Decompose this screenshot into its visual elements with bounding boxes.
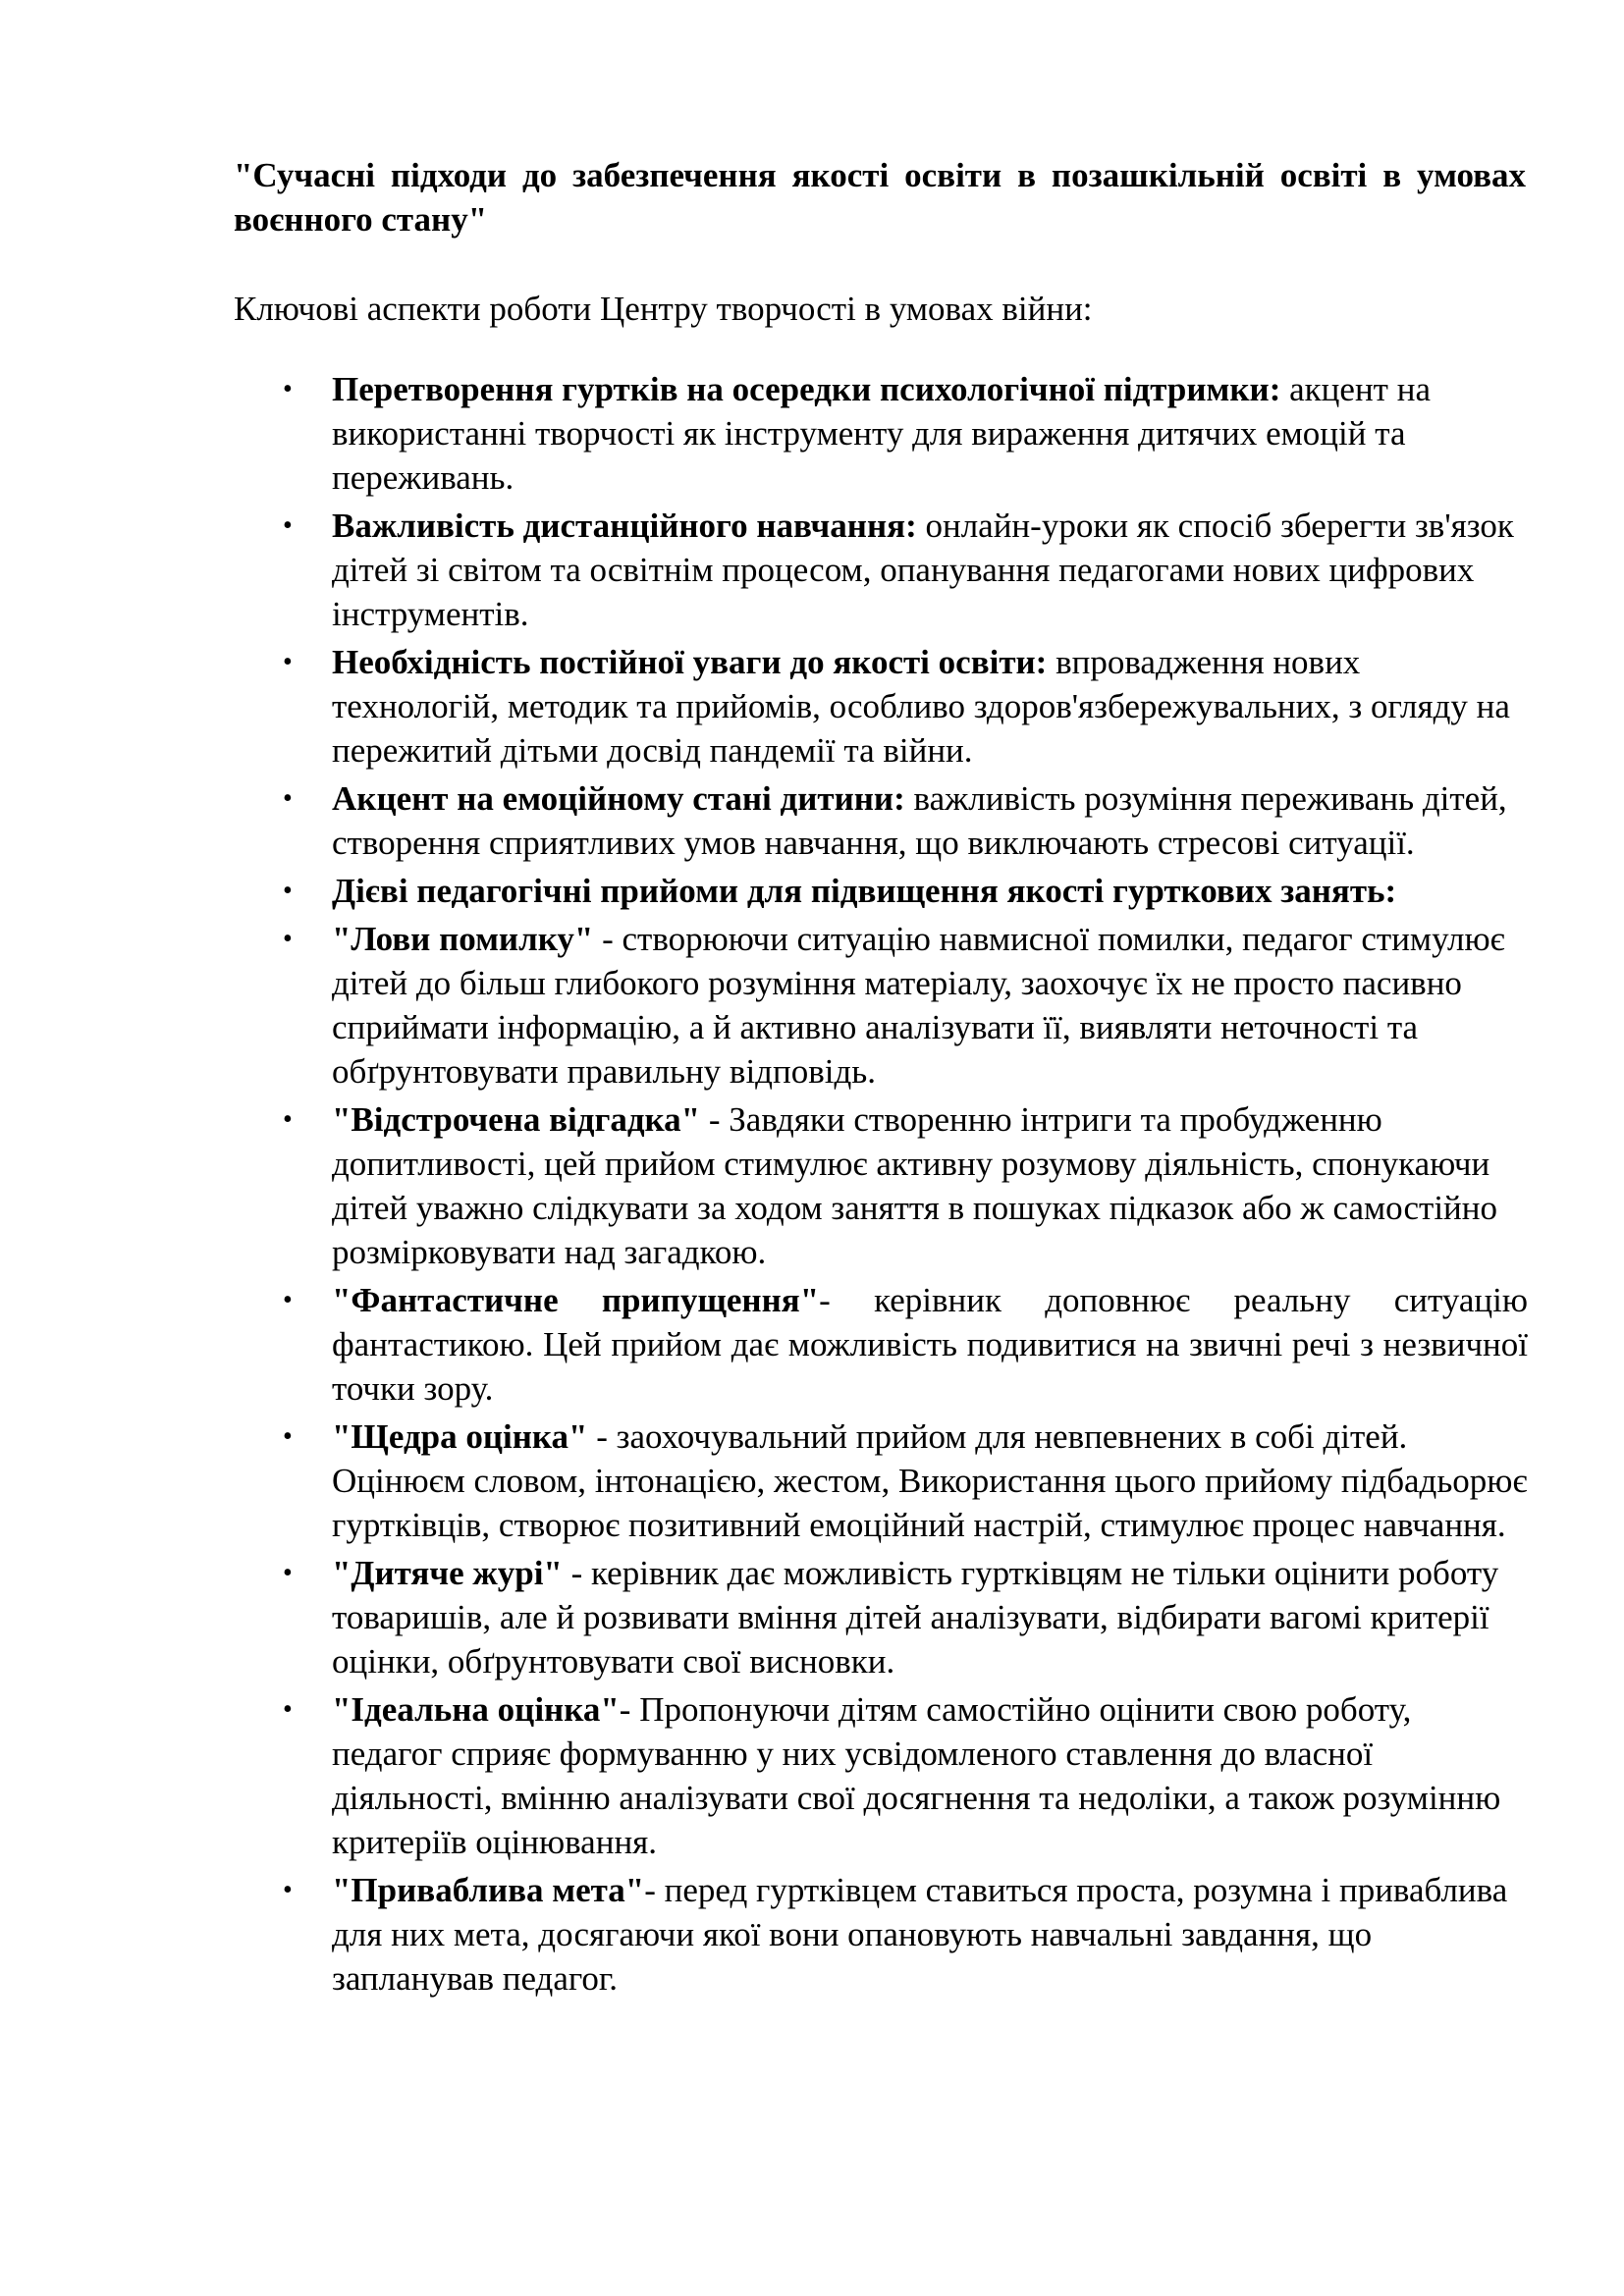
- list-item-term: Перетворення гуртків на осередки психологічної підтримки:: [332, 370, 1281, 408]
- list-item-term: "Ідеальна оцінка": [332, 1690, 620, 1729]
- list-item: [234, 776, 1528, 865]
- list-item: [234, 1687, 1528, 1864]
- list-item: [234, 1415, 1528, 1547]
- bullet-icon: •: [283, 510, 293, 541]
- list-item-text: онлайн-уроки як спосіб зберегти зв'язок дітей зі світом та освітнім процесом, опанування педагогами нових цифрових інструментів.: [332, 507, 1514, 633]
- list-item: [234, 1868, 1528, 2001]
- list-item: [234, 1278, 1528, 1411]
- list-item-text: - Завдяки створенню інтриги та пробудженню допитливості, цей прийом стимулює активну розумову діяльність, спонукаючи дітей уважно слідкувати за ходом заняття в пошуках підказок або ж самостійно розмірковувати над загадкою.: [332, 1100, 1498, 1271]
- list-item-term: "Фантастичне припущення": [332, 1281, 820, 1319]
- list-item-text: - Пропонуючи дітям самостійно оцінити свою роботу, педагог сприяє формуванню у них усвідомленого ставлення до власної діяльності, вмінню аналізувати свої досягнення та недоліки, а також розумінню критеріїв оцінювання.: [332, 1690, 1501, 1861]
- list-item: [234, 504, 1528, 636]
- list-item-term: "Лови помилку": [332, 920, 594, 958]
- list-item-text: - керівник доповнює реальну ситуацію фантастикою. Цей прийом дає можливість подивитися на звичні речі з незвичної точки зору.: [332, 1281, 1528, 1408]
- list-item: [234, 367, 1528, 500]
- bullet-icon: •: [283, 876, 293, 906]
- bullet-icon: •: [283, 1285, 293, 1315]
- list-item-term: "Відстрочена відгадка": [332, 1100, 701, 1139]
- list-item-text: - перед гуртківцем ставиться проста, розумна і приваблива для них мета, досягаючи якої вони опановують навчальні завдання, що запланував педагог.: [332, 1871, 1508, 1998]
- bullet-icon: •: [283, 1104, 293, 1135]
- list-item-text: акцент на використанні творчості як інструменту для вираження дитячих емоцій та переживань.: [332, 370, 1431, 497]
- list-item-term: Дієві педагогічні прийоми для підвищення якості гурткових занять:: [332, 872, 1397, 910]
- aspects-list: [234, 367, 1528, 2004]
- bullet-icon: •: [283, 783, 293, 814]
- list-item-term: Акцент на емоційному стані дитини:: [332, 779, 905, 818]
- list-item: [234, 869, 1528, 913]
- bullet-icon: •: [283, 374, 293, 404]
- bullet-icon: •: [283, 1558, 293, 1588]
- list-item-term: "Приваблива мета": [332, 1871, 645, 1909]
- intro-text: Ключові аспекти роботи Центру творчості в умовах війни:: [234, 290, 1093, 328]
- bullet-icon: •: [283, 1875, 293, 1905]
- bullet-icon: •: [283, 924, 293, 954]
- list-item-text: важливість розуміння переживань дітей, створення сприятливих умов навчання, що виключають стресові ситуації.: [332, 779, 1507, 862]
- bullet-icon: •: [283, 1694, 293, 1725]
- list-item-term: Необхідність постійної уваги до якості освіти:: [332, 643, 1048, 681]
- document-title: "Сучасні підходи до забезпечення якості освіти в позашкільній освіті в умовах воєнного стану": [234, 156, 1526, 239]
- list-item-text: - керівник дає можливість гуртківцям не тільки оцінити роботу товаришів, але й розвивати вміння дітей аналізувати, відбирати вагомі критерії оцінки, обґрунтовувати свої висновки.: [332, 1554, 1499, 1681]
- list-item-term: Важливість дистанційного навчання:: [332, 507, 917, 545]
- list-item: [234, 1097, 1528, 1274]
- bullet-icon: •: [283, 647, 293, 677]
- list-item: [234, 917, 1528, 1094]
- list-item: [234, 640, 1528, 773]
- bullet-icon: •: [283, 1421, 293, 1452]
- list-item-term: "Щедра оцінка": [332, 1417, 588, 1456]
- list-item-term: "Дитяче журі": [332, 1554, 563, 1592]
- list-item: [234, 1551, 1528, 1683]
- list-item-text: - заохочувальний прийом для невпевнених в собі дітей. Оцінюєм словом, інтонацією, жестом, Використання цього прийому підбадьорює гуртківців, створює позитивний емоційний настрій, стимулює процес навчання.: [332, 1417, 1528, 1544]
- list-item-text: - створюючи ситуацію навмисної помилки, педагог стимулює дітей до більш глибокого розуміння матеріалу, заохочує їх не просто пасивно сприймати інформацію, а й активно аналізувати її, виявляти неточності та обґрунтовувати правильну відповідь.: [332, 920, 1505, 1091]
- list-item-text: впровадження нових технологій, методик та прийомів, особливо здоров'язбережувальних, з огляду на пережитий дітьми досвід пандемії та війни.: [332, 643, 1510, 770]
